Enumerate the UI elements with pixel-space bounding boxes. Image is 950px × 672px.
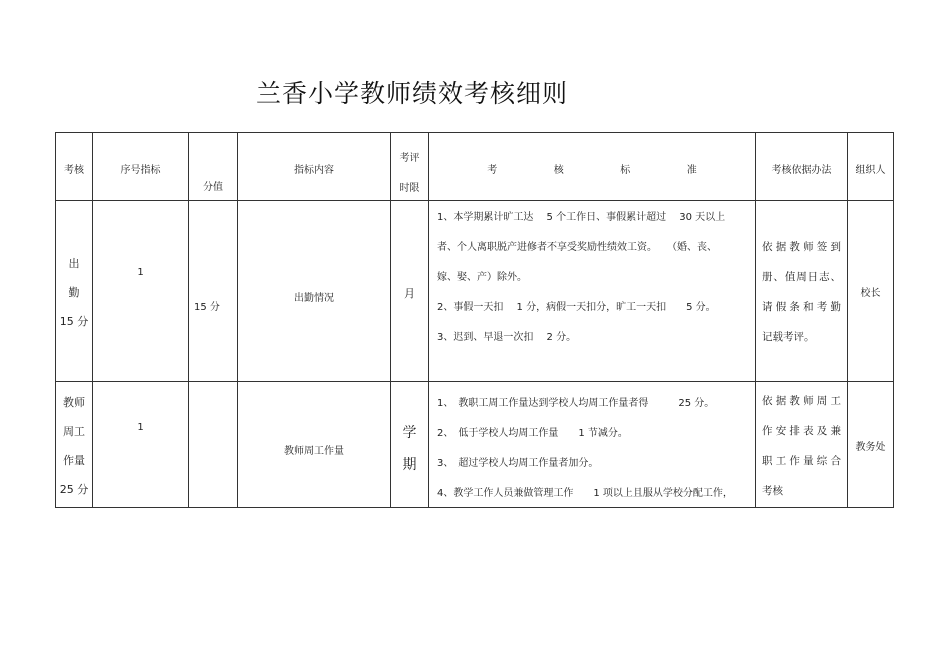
row-content: 出勤情况 [238, 201, 391, 382]
row-standard: 1、本学期累计旷工达 5 个工作日、事假累计超过 30 天以上 者、个人离职脱产进修者不享受奖励性绩效工资。 （婚、丧、 嫁、娶、产）除外。 2、事假一天扣 1 分，病假一天扣分，旷工一天扣 5 分。 3、迟到、早退一次扣 2 分。 [429, 201, 756, 382]
header-score: 分值 [189, 133, 238, 201]
header-organizer: 组织人 [848, 133, 894, 201]
row-method: 依据教师周工 作安排表及兼 职工作量综合 考核 [756, 382, 848, 508]
row-content: 教师周工作量 [238, 382, 391, 508]
row-score [189, 382, 238, 508]
assessment-table [55, 132, 894, 508]
header-category: 考核 [56, 133, 93, 201]
header-standard: 考 核 标 准 [429, 133, 756, 201]
header-content: 指标内容 [238, 133, 391, 201]
header-row [56, 133, 894, 201]
row-category: 教师 周工 作量 25 分 [56, 382, 93, 508]
row-score: 15 分 [189, 201, 238, 382]
table-row [56, 382, 894, 508]
row-standard: 1、 教职工周工作量达到学校人均周工作量者得 25 分。 2、 低于学校人均周工作量 1 节减分。 3、 超过学校人均周工作量者加分。 4、教学工作人员兼做管理工作 1 项以上且服从学校分配工作， [429, 382, 756, 508]
row-index: 1 [93, 382, 189, 508]
row-period: 月 [391, 201, 429, 382]
table-row [56, 201, 894, 382]
row-method: 依据教师签到 册、值周日志、 请假条和考勤 记载考评。 [756, 201, 848, 382]
row-organizer: 校长 [848, 201, 894, 382]
row-organizer: 教务处 [848, 382, 894, 508]
row-index: 1 [93, 201, 189, 382]
row-period: 学 期 [391, 382, 429, 508]
document-title: 兰香小学教师绩效考核细则 [256, 79, 569, 108]
header-method: 考核依据办法 [756, 133, 848, 201]
header-period: 考评 时限 [391, 133, 429, 201]
header-index: 序号指标 [93, 133, 189, 201]
row-category: 出 勤 15 分 [56, 201, 93, 382]
